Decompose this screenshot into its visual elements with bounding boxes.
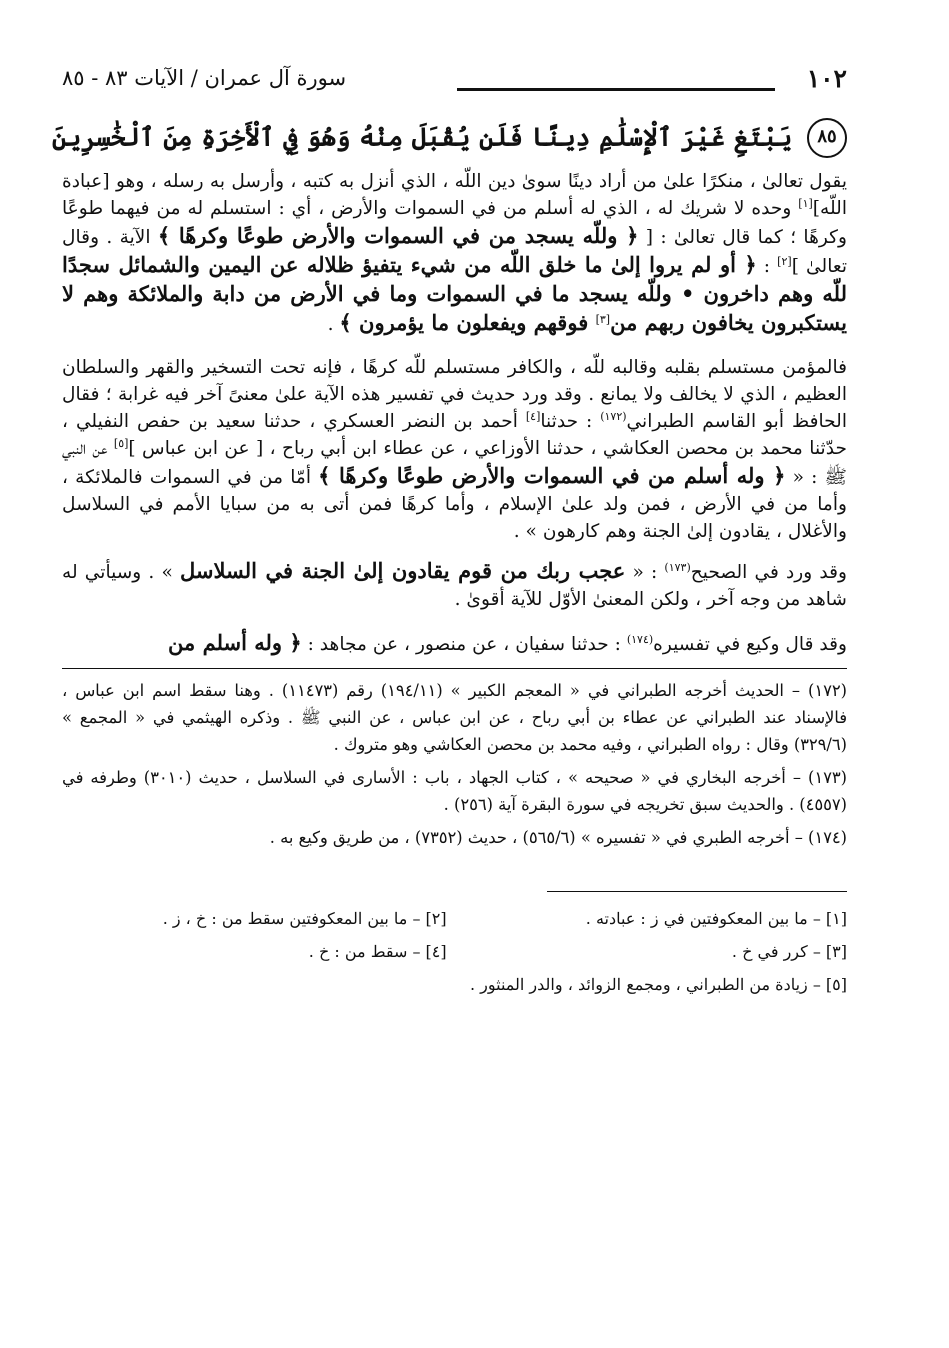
note-4: [٤] – سقط من : خ . — [308, 942, 447, 961]
quran-quote: ﴿ أو لم يروا إلىٰ ما خلق اللّه من شيء يتفيؤ ظلاله عن اليمين والشمائل سجدًا للّه وهم داخرون • وللّه يسجد ما في السموات وما في الأرض من دابة والملائكة وهم لا يستكبرون يخافون ربهم من — [62, 252, 847, 335]
paragraph-4 — [62, 629, 847, 658]
text: : — [756, 256, 778, 277]
text: : حدثنا سفيان ، عن منصور ، عن مجاهد : — [301, 634, 627, 655]
footnote-172: (١٧٢) – الحديث أخرجه الطبراني في « المعجم الكبير » (١٩٤/١١) رقم (١١٤٧٣) . وهنا سقط اسم ابن عباس ، فالإسناد عند الطبراني عن عطاء بن أبي رباح ، عن ابن عباس ، عن النبي ﷺ . وذكره الهيثمي في « المجمع » (٣٢٩/٦) وقال : رواه الطبراني ، وفيه محمد بن محصن العكاشي وهو متروك . — [62, 681, 847, 754]
book-page — [52, 60, 848, 1001]
quran-quote: ﴿ وللّه يسجد من في السموات والأرض طوعًا وكرهًا ﴾ — [157, 223, 639, 248]
note-2: [٢] – ما بين المعكوفتين سقط من : خ ، ز . — [162, 909, 447, 928]
note-marker: [١] — [798, 196, 813, 210]
text: يقول تعالىٰ ، منكرًا علىٰ من أراد دينًا سوىٰ دين اللّه ، الذي أنزل به كتبه ، وأرسل به رسله ، وهو [عبادة اللّه] — [62, 171, 847, 219]
text: أحمد بن النضر العسكري ، حدثنا سعيد بن حفص النفيلي ، حدّثنا محمد بن محصن العكاشي ، حدثنا الأوزاعي ، عن عطاء ابن أبي رباح ، [ عن ابن عباس ] — [62, 411, 847, 459]
notes-rule — [547, 891, 847, 892]
footnote-ref: (١٧٣) — [664, 560, 691, 574]
verse-text: يَبْتَغِ غَيْرَ ٱلْإِسْلَٰمِ دِينًا فَلَن يُقْبَلَ مِنْهُ وَهُوَ فِي ٱلْأَخِرَةِ مِنَ ٱلْخَٰسِرِينَ — [52, 122, 793, 152]
text: وحده لا شريك له ، الذي له أسلم من في السموات والأرض ، أي : استسلم له من فيهما طوعًا وكرهًا ؛ كما قال تعالىٰ : [ — [62, 198, 847, 248]
notes-row — [62, 902, 847, 935]
paragraph-3 — [62, 557, 847, 613]
page-header — [62, 60, 847, 100]
footnote-rule — [62, 668, 847, 669]
text: وقد قال وكيع في تفسيره — [653, 634, 847, 655]
manuscript-notes — [62, 902, 847, 1001]
running-title: سورة آل عمران / الآيات ٨٣ - ٨٥ — [62, 66, 347, 90]
text: وقد ورد في الصحيح — [690, 562, 847, 583]
header-rule — [457, 88, 775, 91]
quran-verse — [52, 116, 847, 168]
footnote-174: (١٧٤) – أخرجه الطبري في « تفسيره » (٥٦٥/٦) ، حديث (٧٣٥٢) ، من طريق وكيع به . — [269, 828, 847, 847]
note-marker: [٥] — [113, 436, 129, 450]
notes-row — [62, 968, 847, 1001]
text: عن النبي ﷺ : « — [62, 438, 847, 488]
text: فالمؤمن مستسلم بقلبه وقالبه للّه ، والكافر مستسلم للّه كرهًا ، فإنه تحت التسخير والقهر والسلطان العظيم ، الذي لا يخالف ولا يمانع . وقد ورد حديث في تفسير هذه الآية علىٰ معنىً آخر فيه غرابة ؛ فقال الحافظ أبو القاسم الطبراني — [62, 357, 847, 432]
note-marker: [٣] — [595, 312, 611, 326]
quran-quote: ﴿ وله أسلم من في السموات والأرض طوعًا وكرهًا ﴾ — [318, 463, 786, 488]
text: : حدثنا — [540, 411, 601, 432]
note-marker: [٤] — [525, 409, 541, 423]
page-number: ١٠٢ — [806, 64, 847, 93]
quran-quote: فوقهم ويفعلون ما يؤمرون ﴾ — [339, 310, 596, 335]
footnote-ref: (١٧٤) — [626, 632, 654, 646]
footnote-173: (١٧٣) – أخرجه البخاري في « صحيحه » ، كتاب الجهاد ، باب : الأسارى في السلاسل ، حديث (٣٠١٠) وطرفه في (٤٥٥٧) . والحديث سبق تخريجه في سورة البقرة آية (٢٥٦) . — [62, 768, 848, 814]
paragraph-2 — [62, 354, 847, 545]
note-3: [٣] – كرر في خ . — [731, 942, 847, 961]
text: . — [327, 314, 340, 335]
note-marker: [٢] — [777, 254, 792, 268]
notes-row — [62, 935, 847, 968]
footnote-ref: (١٧٢) — [600, 409, 627, 423]
note-5: [٥] – زيادة من الطبراني ، ومجمع الزوائد ، والدر المنثور . — [469, 975, 847, 994]
text: : « — [625, 562, 665, 583]
verse-number-medallion: ٨٥ — [807, 118, 847, 158]
text: أمّا من في السموات فالملائكة ، وأما من في الأرض ، فمن ولد علىٰ الإسلام ، وأما كرهًا فمن أتى به من سبايا الأمم في السلاسل والأغلال ، يقادون إلىٰ الجنة وهم كارهون » . — [62, 467, 847, 542]
quran-quote: ﴿ وله أسلم من — [168, 630, 302, 655]
note-1: [١] – ما بين المعكوفتين في ز : عبادته . — [585, 909, 847, 928]
hadith-quote: عجب ربك من قوم يقادون إلىٰ الجنة في السلاسل — [180, 558, 626, 583]
text: الآية . وقال تعالىٰ ] — [62, 227, 848, 277]
text: » . وسيأتي له شاهد من وجه آخر ، ولكن المعنىٰ الأوّل للآية أقوىٰ . — [62, 562, 847, 610]
paragraph-1 — [62, 168, 847, 338]
